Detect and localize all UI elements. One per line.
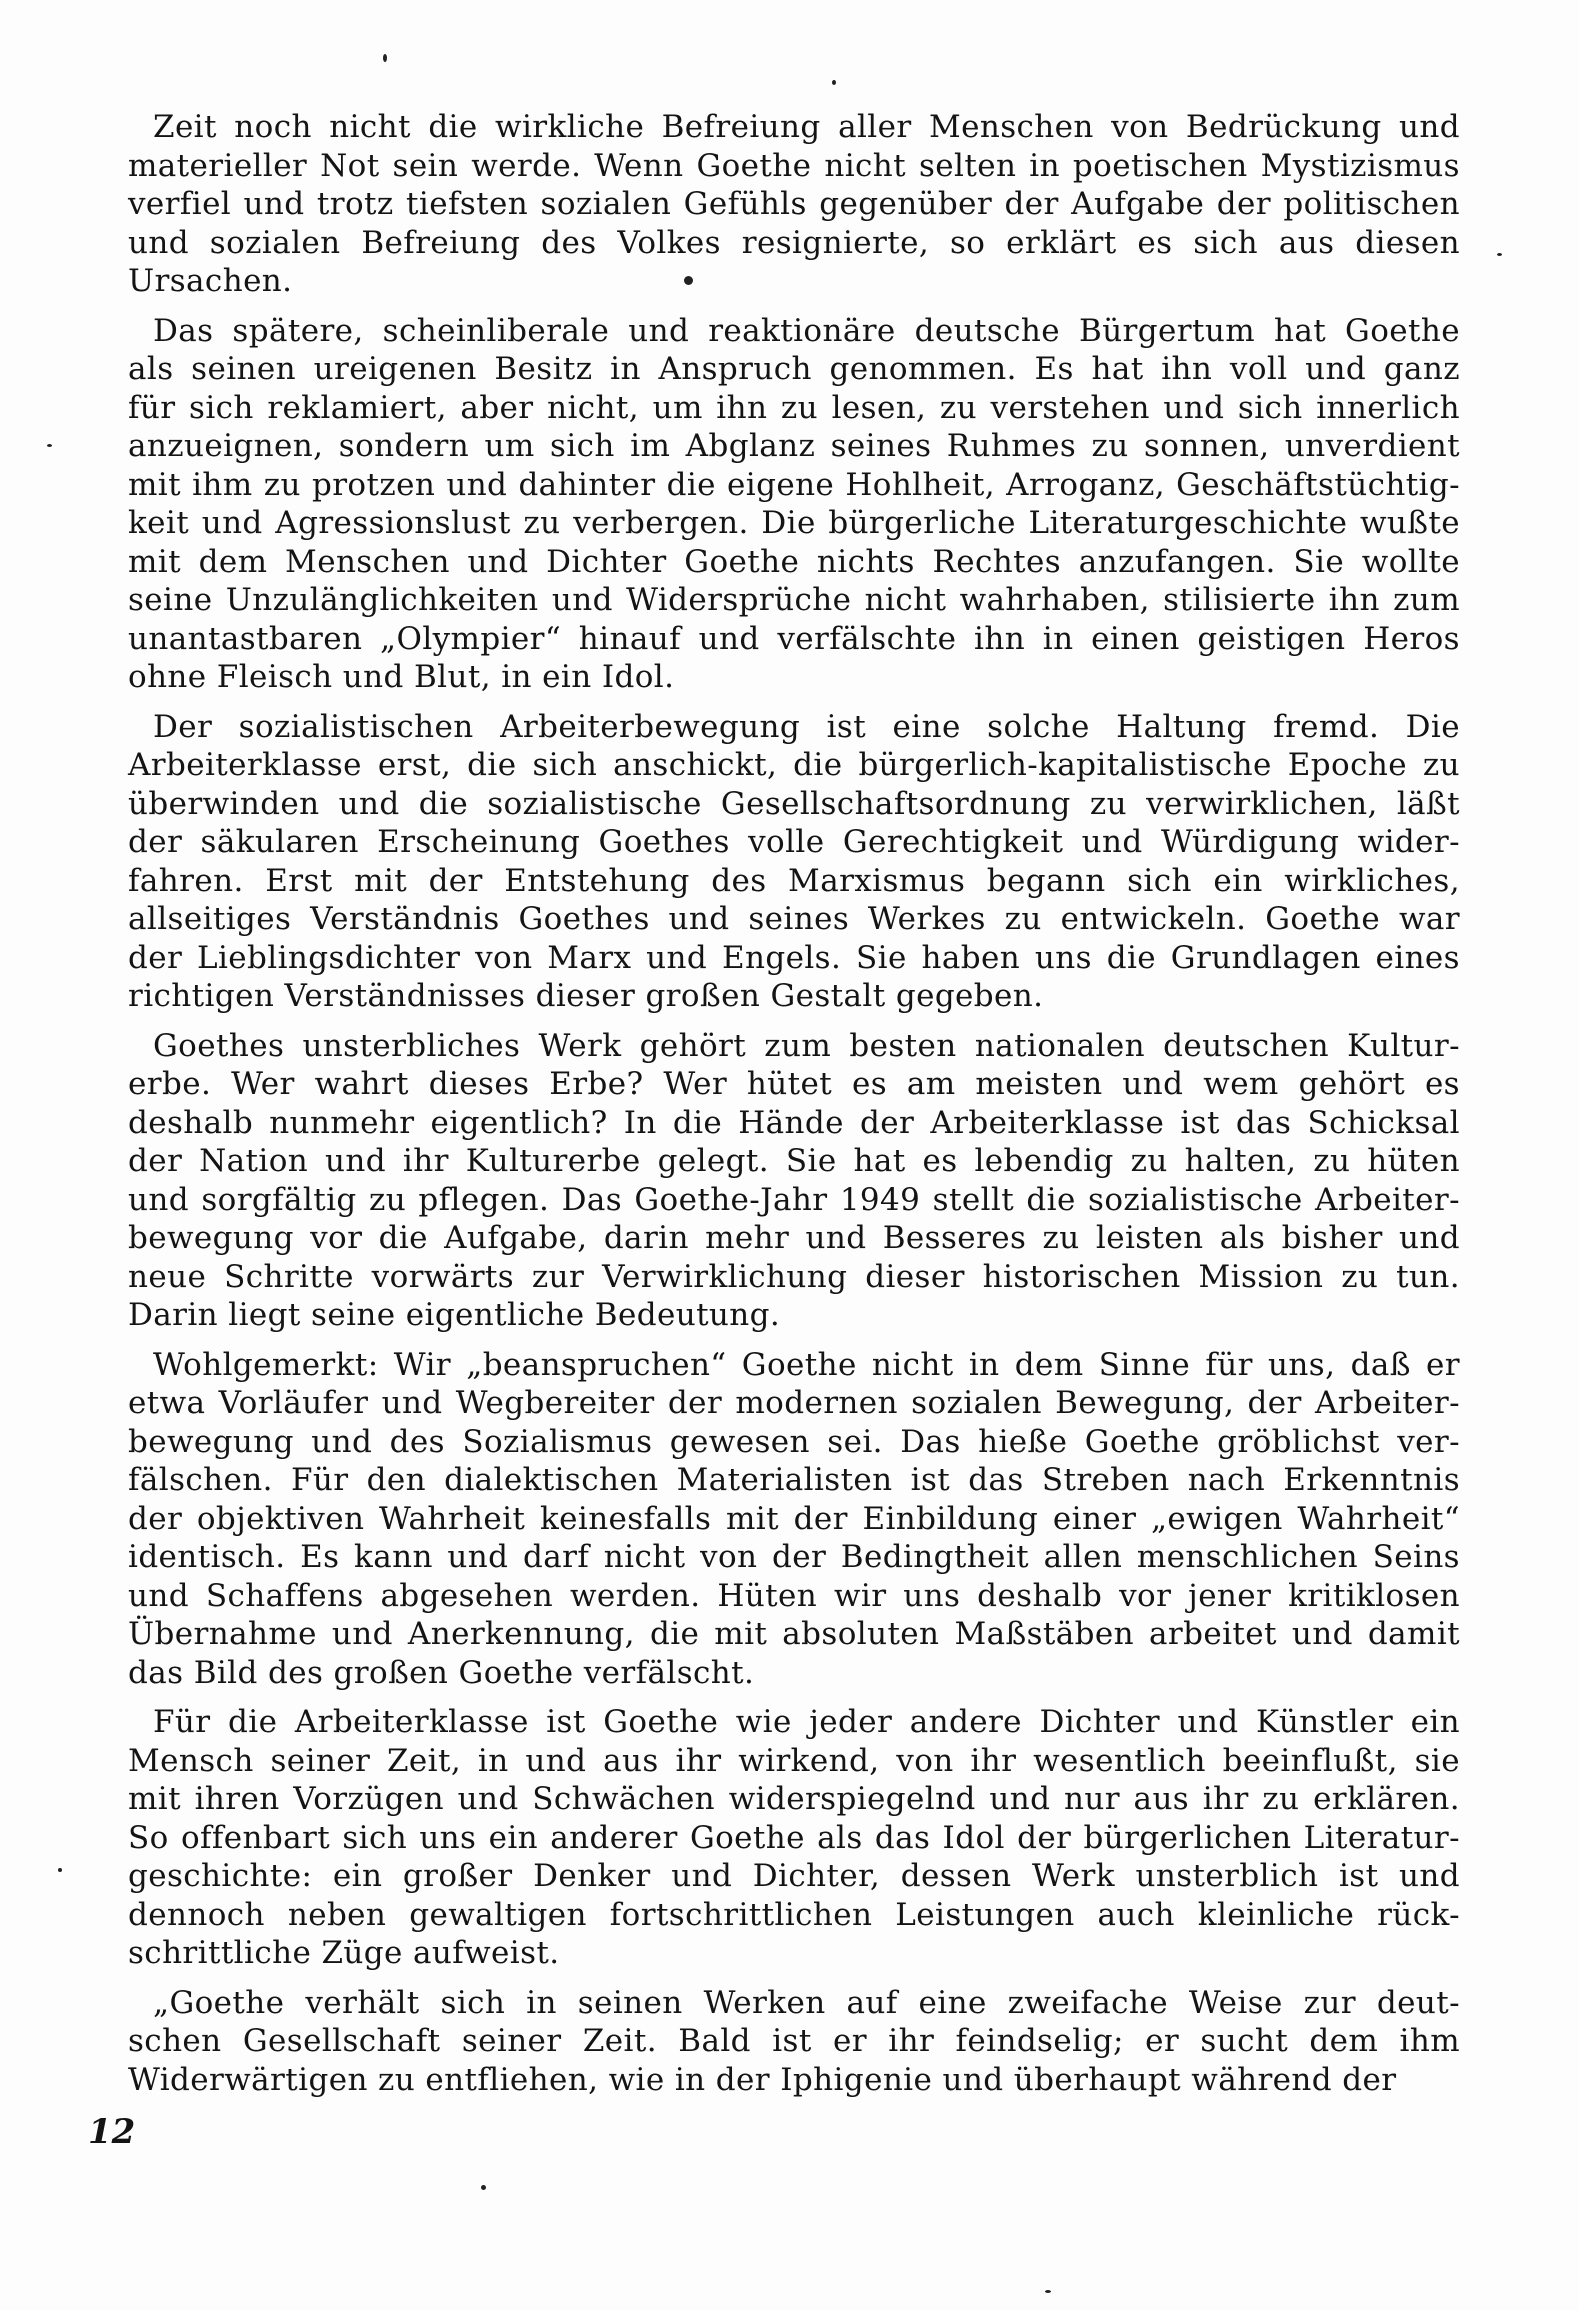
text-line: Goethes unsterbliches Werk gehört zum besten nationalen deutschen Kultur-	[153, 1027, 1460, 1064]
paragraph	[128, 708, 1460, 1016]
text-line: Für die Arbeiterklasse ist Goethe wie jeder andere Dichter und Künstler ein	[153, 1704, 1460, 1740]
text-line: das Bild des großen Goethe verfälscht.	[128, 1654, 755, 1691]
text-line: als seinen ureigenen Besitz in Anspruch genommen. Es hat ihn voll und ganz	[128, 351, 1460, 387]
paragraph	[128, 108, 1460, 301]
text-line: und sorgfältig zu pflegen. Das Goethe-Jahr 1949 stellt die sozialistische Arbeiter-	[128, 1181, 1460, 1218]
text-line: mit ihren Vorzügen und Schwächen widerspiegelnd und nur aus ihr zu erklären.	[128, 1781, 1460, 1817]
text-line: mit dem Menschen und Dichter Goethe nichts Rechtes anzufangen. Sie wollte	[128, 543, 1460, 580]
paragraph	[128, 1984, 1460, 2100]
text-line: Der sozialistischen Arbeiterbewegung ist eine solche Haltung fremd. Die	[153, 708, 1460, 745]
text-line: Darin liegt seine eigentliche Bedeutung.	[128, 1297, 781, 1333]
text-line: für sich reklamiert, aber nicht, um ihn zu lesen, zu verstehen und sich innerlich	[128, 389, 1460, 426]
text-line: Mensch seiner Zeit, in und aus ihr wirkend, von ihr wesentlich beeinflußt, sie	[128, 1742, 1460, 1779]
text-line: schrittliche Züge aufweist.	[128, 1935, 560, 1971]
text-line: etwa Vorläufer und Wegbereiter der modernen sozialen Bewegung, der Arbeiter-	[128, 1385, 1460, 1421]
scan-speck	[1045, 2290, 1051, 2293]
text-line: und Schaffens abgesehen werden. Hüten wir uns deshalb vor jener kritiklosen	[128, 1577, 1460, 1614]
text-line: der objektiven Wahrheit keinesfalls mit der Einbildung einer „ewigen Wahrheit“	[128, 1500, 1460, 1537]
text-line: der Lieblingsdichter von Marx und Engels. Sie haben uns die Grundlagen eines	[128, 939, 1460, 976]
text-line: der Nation und ihr Kulturerbe gelegt. Sie hat es lebendig zu halten, zu hüten	[128, 1143, 1460, 1179]
scan-speck	[58, 1868, 62, 1872]
text-line: keit und Agressionslust zu verbergen. Die bürgerliche Literaturgeschichte wußte	[128, 505, 1460, 541]
text-line: Arbeiterklasse erst, die sich anschickt, die bürgerlich-kapitalistische Epoche zu	[128, 747, 1460, 783]
paragraph	[128, 312, 1460, 697]
text-line: materieller Not sein werde. Wenn Goethe nicht selten in poetischen Mystizismus	[128, 147, 1460, 184]
text-line: und sozialen Befreiung des Volkes resignierte, so erklärt es sich aus diesen	[128, 224, 1460, 261]
paragraph	[128, 1346, 1460, 1693]
text-line: erbe. Wer wahrt dieses Erbe? Wer hütet es am meisten und wem gehört es	[128, 1066, 1460, 1102]
text-line: Zeit noch nicht die wirkliche Befreiung aller Menschen von Bedrückung und	[153, 109, 1460, 145]
scan-speck	[481, 2185, 486, 2190]
text-line: Wohlgemerkt: Wir „beanspruchen“ Goethe nicht in dem Sinne für uns, daß er	[153, 1346, 1460, 1383]
text-line: fahren. Erst mit der Entstehung des Marxismus begann sich ein wirkliches,	[128, 862, 1460, 899]
scan-speck	[684, 276, 693, 285]
scan-speck	[47, 444, 52, 447]
page-number: 12	[88, 2112, 136, 2152]
scan-speck	[383, 54, 387, 62]
text-line: mit ihm zu protzen und dahinter die eigene Hohlheit, Arroganz, Geschäftstüchtig-	[128, 466, 1460, 503]
text-line: verfiel und trotz tiefsten sozialen Gefühls gegenüber der Aufgabe der politischen	[128, 186, 1460, 222]
paragraph	[128, 1027, 1460, 1335]
text-line: seine Unzulänglichkeiten und Widersprüche nicht wahrhaben, stilisierte ihn zum	[128, 582, 1460, 618]
text-line: anzueignen, sondern um sich im Abglanz seines Ruhmes zu sonnen, unverdient	[128, 428, 1460, 464]
scan-speck	[832, 80, 836, 85]
text-line: identisch. Es kann und darf nicht von der Bedingtheit allen menschlichen Seins	[128, 1539, 1460, 1575]
text-line: Das spätere, scheinliberale und reaktionäre deutsche Bürgertum hat Goethe	[153, 312, 1460, 349]
scan-speck	[1497, 253, 1502, 256]
text-line: bewegung vor die Aufgabe, darin mehr und Besseres zu leisten als bisher und	[128, 1220, 1460, 1256]
text-line: überwinden und die sozialistische Gesellschaftsordnung zu verwirklichen, läßt	[128, 785, 1460, 822]
text-line: Widerwärtigen zu entfliehen, wie in der Iphigenie und überhaupt während der	[128, 2061, 1397, 2098]
text-line: unantastbaren „Olympier“ hinauf und verfälschte ihn in einen geistigen Heros	[128, 620, 1460, 657]
text-line: Übernahme und Anerkennung, die mit absoluten Maßstäben arbeitet und damit	[128, 1616, 1460, 1652]
text-line: richtigen Verständnisses dieser großen Gestalt gegeben.	[128, 978, 1044, 1014]
text-line: „Goethe verhält sich in seinen Werken auf eine zweifache Weise zur deut-	[153, 1984, 1460, 2021]
text-line: fälschen. Für den dialektischen Materialisten ist das Streben nach Erkenntnis	[128, 1462, 1460, 1498]
text-line: geschichte: ein großer Denker und Dichter, dessen Werk unsterblich ist und	[128, 1858, 1460, 1894]
text-line: bewegung und des Sozialismus gewesen sei. Das hieße Goethe gröblichst ver-	[128, 1423, 1460, 1460]
text-line: neue Schritte vorwärts zur Verwirklichung dieser historischen Mission zu tun.	[128, 1258, 1460, 1295]
text-line: dennoch neben gewaltigen fortschrittlichen Leistungen auch kleinliche rück-	[128, 1896, 1460, 1933]
text-line: der säkularen Erscheinung Goethes volle Gerechtigkeit und Würdigung wider-	[128, 824, 1460, 860]
text-line: schen Gesellschaft seiner Zeit. Bald ist er ihr feindselig; er sucht dem ihm	[128, 2023, 1460, 2059]
paragraph	[128, 1703, 1460, 1973]
text-line: allseitiges Verständnis Goethes und seines Werkes zu entwickeln. Goethe war	[128, 901, 1460, 937]
text-line: ohne Fleisch und Blut, in ein Idol.	[128, 659, 675, 695]
text-line: So offenbart sich uns ein anderer Goethe als das Idol der bürgerlichen Literatur-	[128, 1819, 1460, 1856]
text-line: deshalb nunmehr eigentlich? In die Hände der Arbeiterklasse ist das Schicksal	[128, 1104, 1460, 1141]
body-text	[128, 108, 1460, 2110]
text-line: Ursachen.	[128, 263, 293, 299]
